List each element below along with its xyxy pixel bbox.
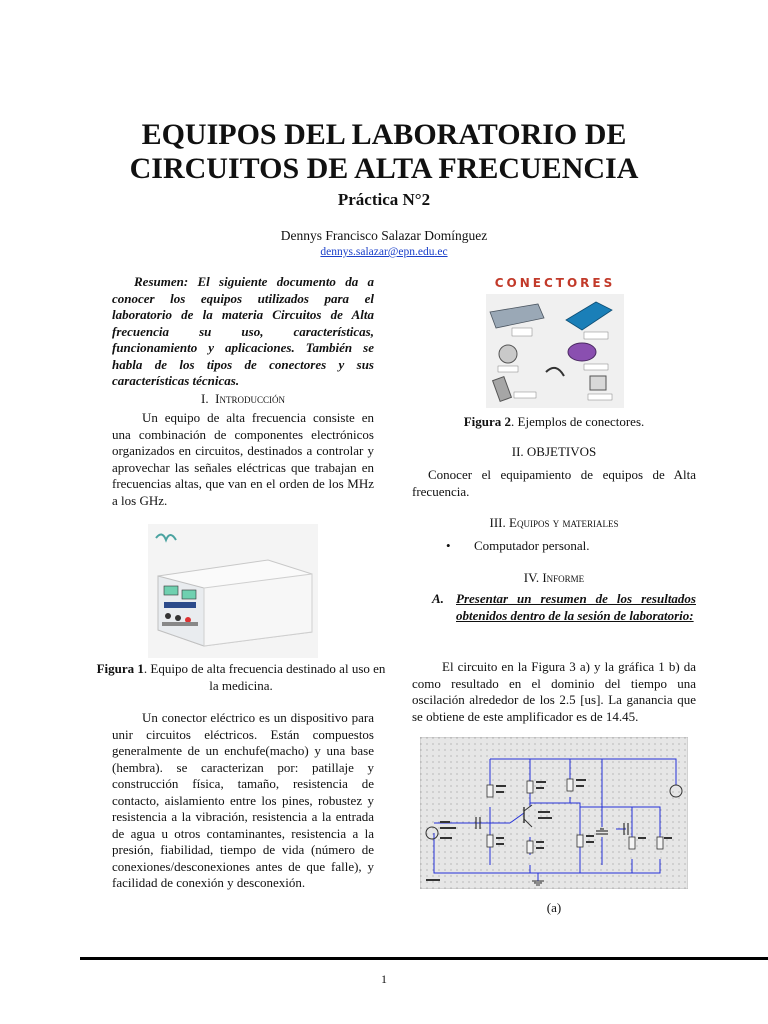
subsection-title: Presentar un resumen de los resultados obtenidos dentro de la sesión de laboratorio:: [456, 591, 696, 623]
subsection-label: A.: [432, 591, 444, 606]
figure-3a-caption: (a): [546, 900, 562, 915]
section-heading-equipos: [412, 515, 696, 531]
figure-2-label: Figura 2: [463, 414, 512, 429]
subsection-a: [432, 591, 696, 624]
title-line-2: CIRCUITOS DE ALTA FRECUENCIA: [129, 152, 639, 185]
figure-2-image: [486, 272, 624, 408]
section-title: OBJETIVOS: [526, 444, 597, 459]
section-title: Informe: [542, 570, 585, 585]
author-email-link[interactable]: dennys.salazar@epn.edu.ec: [320, 246, 448, 258]
section-heading-informe: [412, 570, 696, 586]
figure-2-caption-text: . Ejemplos de conectores.: [511, 414, 645, 429]
footer-rule: [80, 957, 768, 960]
section-number: III.: [489, 515, 506, 530]
paper-subtitle: Práctica N°2: [337, 190, 431, 209]
informe-paragraph: El circuito en la Figura 3 a) y la gráfica 1 b) da como resultado en el dominio del tiempo una oscilación alrededor de los 2.5 [us]. La ganancia que se obtiene de este amplificador es de 14.45.: [412, 659, 696, 724]
paper-title: [0, 118, 768, 186]
figure-1-caption: [95, 661, 387, 694]
section-heading-objetivos: [412, 444, 696, 460]
objetivos-paragraph: Conocer el equipamiento de equipos de Alta frecuencia.: [412, 467, 696, 499]
intro-paragraph-1: Un equipo de alta frecuencia consiste en una combinación de componentes electrónicos organizados en circuitos, destinados a controlar y aprovechar las señales eléctricas que trabajan en frecuencias altas, que van en el orden de los MHz a los GHz.: [112, 410, 374, 508]
section-title: Introducción: [215, 391, 285, 406]
abstract: Resumen: El siguiente documento da a conocer los equipos utilizados para el laboratorio de la materia Circuitos de Alta frecuencia su uso, características, funcionamiento y aplicaciones. También se habla de los tipos de conectores y sus características técnicas.: [112, 274, 374, 388]
figure-1-caption-text: . Equipo de alta frecuencia destinado al uso en la medicina.: [143, 661, 386, 693]
section-number: IV.: [523, 570, 540, 585]
figure-1-label: Figura 1: [96, 661, 144, 676]
figure-2-banner: CONECTORES: [494, 276, 616, 290]
author-name: Dennys Francisco Salazar Domínguez: [280, 228, 488, 243]
page-number: 1: [381, 972, 387, 986]
list-item: • Computador personal.: [446, 538, 696, 554]
title-line-1: EQUIPOS DEL LABORATORIO DE: [141, 118, 627, 151]
intro-paragraph-2: Un conector eléctrico es un dispositivo para unir circuitos eléctricos. Están compuestos generalmente de un enchufe(macho) y una base (hembra). se caracterizan por: patillaje y construcción física, tamaño, resistencia de contacto, aislamiento entre los pines, robustez y resistencia a la vibración, resistencia a la entrada de agua u otros contaminantes, resistencia a la presión, fiabilidad, tiempo de vida (número de conexiones/desconexiones antes de que falle), y facilidad de conexión y desconexión.: [112, 710, 374, 890]
materials-list: [446, 538, 696, 554]
section-number: II.: [511, 444, 524, 459]
connector-din-icon: [498, 345, 518, 372]
section-number: I.: [201, 391, 209, 406]
section-heading-introduccion: [112, 391, 374, 407]
figure-3a-circuit: [420, 737, 688, 889]
figure-2-caption: [412, 414, 696, 431]
section-title: Equipos y materiales: [509, 515, 619, 530]
figure-1-image: [148, 524, 318, 658]
